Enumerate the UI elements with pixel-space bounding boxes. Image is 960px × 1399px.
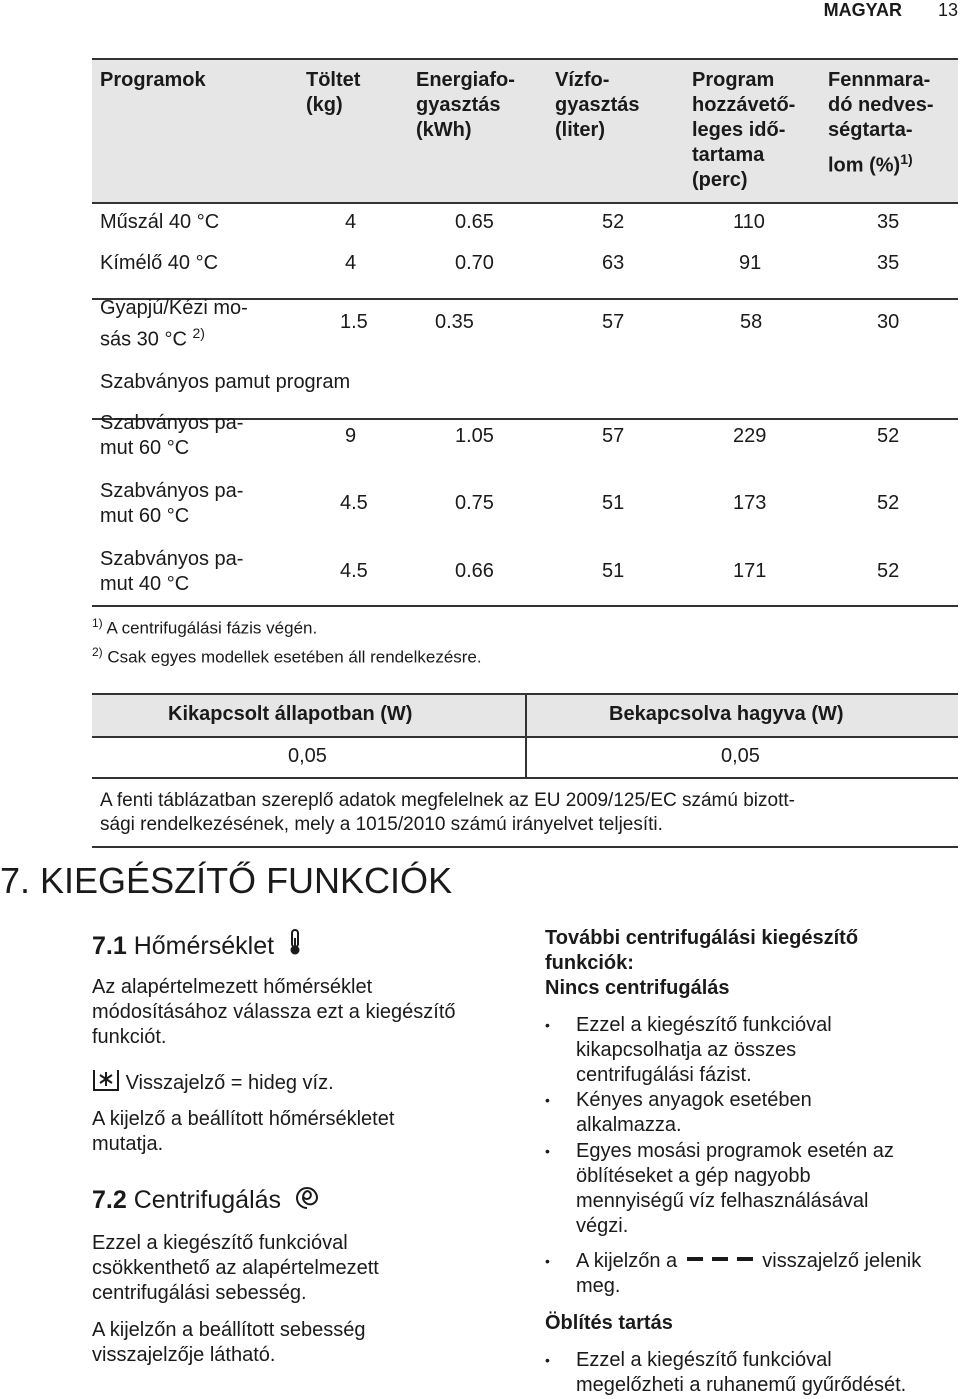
col-header-duration: Program hozzávető- leges idő- tartama (perc)	[692, 69, 796, 191]
row-load: 4.5	[340, 560, 368, 582]
footnote-2: $^{2)}$ Csak egyes modellek esetében áll rendelkezésre.	[92, 645, 482, 667]
no-spin-heading: Nincs centrifugálás	[545, 977, 730, 999]
spin-heading: 7.2 Centrifugálás	[92, 1185, 320, 1215]
row-time: 229	[733, 425, 767, 447]
language-label: MAGYAR	[823, 0, 902, 20]
rinse-hold-heading: Öblítés tartás	[545, 1312, 673, 1334]
row-moisture: 52	[877, 560, 900, 582]
off-mode-value: 0,05	[288, 745, 327, 767]
row-moisture: 35	[877, 211, 900, 233]
footnote-1: $^{1)}$ A centrifugálási fázis végén.	[92, 616, 318, 638]
off-mode-header: Kikapcsolt állapotban (W)	[168, 703, 413, 725]
row-time: 91	[739, 252, 762, 274]
spin-icon	[294, 1185, 320, 1211]
row-energy: 0.66	[455, 560, 494, 582]
row-time: 171	[733, 560, 767, 582]
row-water: 51	[602, 560, 625, 582]
row-energy: 0.65	[455, 211, 494, 233]
row-energy: 1.05	[455, 425, 494, 447]
row-name: Kímélő 40 °C	[100, 252, 219, 274]
compliance-note: A fenti táblázatban szereplő adatok megfelelnek az EU 2009/125/EC számú bizott- sági rendelkezésének, mely a 1015/2010 számú irányelvet teljesíti.	[100, 790, 795, 835]
temperature-display-note: A kijelző a beállított hőmérsékletet mutatja.	[92, 1108, 395, 1155]
power-table	[92, 693, 958, 848]
row-load: 9	[345, 425, 357, 447]
row-name: Szabványos pa- mut 60 °C	[100, 412, 244, 459]
section-title: 7. KIEGÉSZÍTŐ FUNKCIÓK	[0, 860, 453, 901]
row-time: 173	[733, 492, 767, 514]
row-name: Szabványos pa- mut 40 °C	[100, 548, 244, 595]
row-water: 63	[602, 252, 625, 274]
row-water: 51	[602, 492, 625, 514]
row-energy: 0.75	[455, 492, 494, 514]
row-name: Gyapjú/Kézi mo- sás 30 °C $^{2)}$	[100, 297, 248, 351]
row-energy: 0.35	[435, 311, 474, 333]
on-mode-value: 0,05	[721, 745, 760, 767]
spin-description: Ezzel a kiegészítő funkcióval csökkenthető az alapértelmezett centrifugálási sebesség.	[92, 1232, 379, 1304]
cold-water-indicator: Visszajelző = hideg víz.	[92, 1068, 532, 1096]
row-water: 52	[602, 211, 625, 233]
programs-table	[92, 58, 958, 607]
row-moisture: 35	[877, 252, 900, 274]
row-water: 57	[602, 311, 625, 333]
col-header-load: Töltet (kg)	[306, 69, 361, 116]
row-load: 4.5	[340, 492, 368, 514]
row-moisture: 52	[877, 492, 900, 514]
row-load: 4	[345, 211, 357, 233]
col-header-energy: Energiafo- gyasztás (kWh)	[416, 69, 515, 141]
row-energy: 0.70	[455, 252, 494, 274]
row-water: 57	[602, 425, 625, 447]
extra-spin-heading: További centrifugálási kiegészítő funkciók:	[545, 927, 859, 974]
row-load: 4	[345, 252, 357, 274]
temperature-description: Az alapértelmezett hőmérséklet módosításához válassza ezt a kiegészítő funkciót.	[92, 976, 456, 1048]
dash-indicator-icon	[687, 1254, 753, 1264]
row-name: Műszál 40 °C	[100, 211, 220, 233]
group-label: Szabványos pamut program	[100, 371, 351, 393]
thermometer-icon	[287, 928, 303, 956]
row-moisture: 52	[877, 425, 900, 447]
on-mode-header: Bekapcsolva hagyva (W)	[609, 703, 844, 725]
temperature-heading: 7.1 Hőmérséklet	[92, 928, 303, 961]
cold-water-icon	[92, 1068, 120, 1092]
col-header-water: Vízfo- gyasztás (liter)	[555, 69, 640, 141]
row-moisture: 30	[877, 311, 900, 333]
spin-display-note: A kijelzőn a beállított sebesség visszajelzője látható.	[92, 1319, 366, 1366]
col-header-programs: Programok	[100, 69, 206, 91]
row-load: 1.5	[340, 311, 368, 333]
row-name: Szabványos pa- mut 60 °C	[100, 480, 244, 527]
page-number: 13	[937, 0, 958, 20]
col-header-moisture: Fennmara- dó nedves- ségtarta- lom (%)$^{1)}$	[828, 69, 934, 177]
row-time: 110	[733, 211, 765, 233]
row-time: 58	[740, 311, 763, 333]
